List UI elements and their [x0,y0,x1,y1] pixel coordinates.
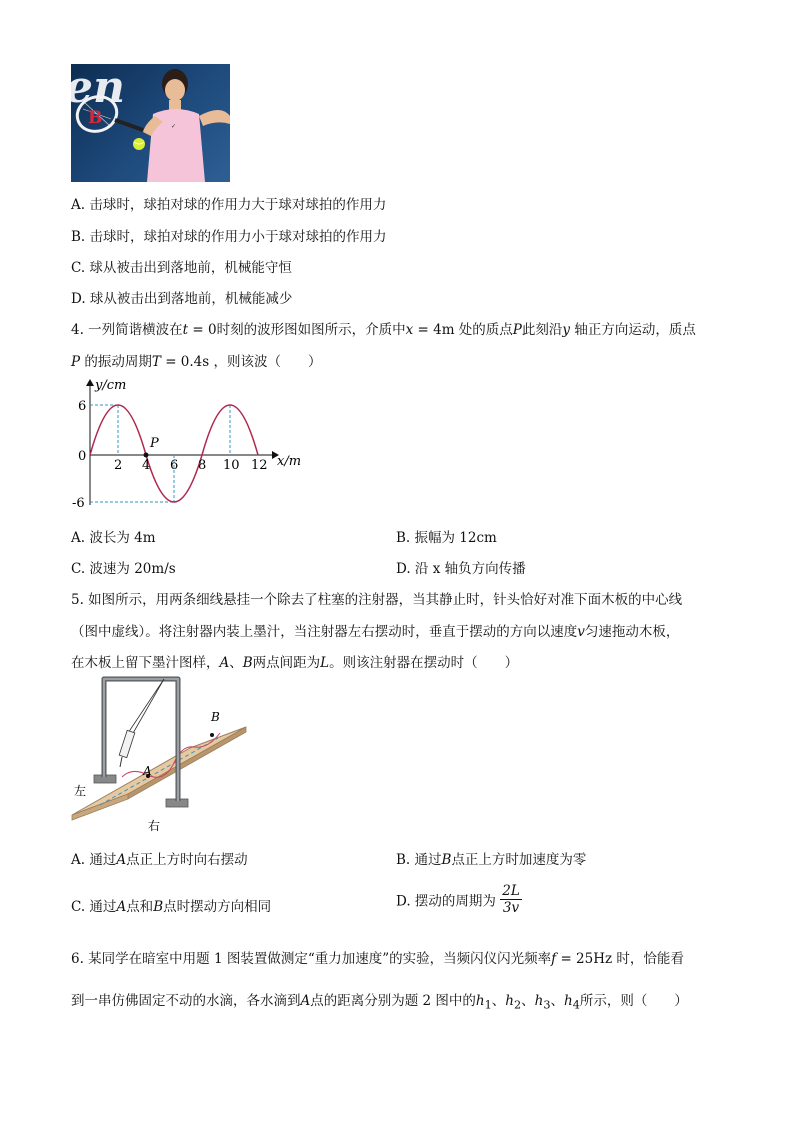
tennis-player-photo [65,62,230,182]
label-a: A [143,764,152,778]
x-tick-12: 12 [251,458,268,473]
q3-option-a: A. 击球时，球拍对球的作用力大于球对球拍的作用力 [71,197,387,213]
q4-option-d: D. 沿 x 轴负方向传播 [396,561,526,577]
label-b: B [211,710,220,724]
q3-option-d: D. 球从被击出到落地前，机械能减少 [71,291,293,307]
syringe-pendulum-figure [70,673,252,833]
x-tick-2: 2 [114,458,123,473]
q4-option-b: B. 振幅为 12cm [396,530,497,546]
point-p [144,453,149,458]
svg-text:✓: ✓ [171,123,177,130]
q5-option-d: D. 摆动的周期为 $\frac{2L}{3v}$ [396,883,520,916]
y-axis-label: y/cm [95,378,127,393]
q5-option-b: B. 通过B点正上方时加速度为零 [396,852,587,868]
wooden-board [72,727,246,815]
q5-option-a: A. 通过A点正上方时向右摆动 [71,852,248,868]
q5-stem-line1: 5. 如图所示，用两条细线悬挂一个除去了柱塞的注射器，当其静止时，针头恰好对准下面木板的中心线 [71,592,683,608]
syringe [119,730,135,757]
y-tick-6: 6 [78,399,87,414]
q5-stem-line3: 在木板上留下墨汁图样，A、B两点间距为L。则该注射器在摆动时（ ） [71,655,519,671]
q6-stem-line2: 到一串仿佛固定不动的水滴，各水滴到A点的距离分别为题 2 图中的$h_1$、$h_2$、$h_3$、$h_4$所示，则（ ） [71,993,688,1012]
point-p-label: P [150,436,159,451]
y-tick-0: 0 [78,449,87,464]
x-tick-8: 8 [198,458,207,473]
wave-graph [64,374,314,514]
point-b [210,733,214,737]
x-tick-6: 6 [170,458,179,473]
q3-option-b: B. 击球时，球拍对球的作用力小于球对球拍的作用力 [71,229,387,245]
q3-option-c: C. 球从被击出到落地前，机械能守恒 [71,260,292,276]
x-axis-label: x/m [277,454,302,469]
x-tick-10: 10 [223,458,240,473]
q4-stem-line2: P 的振动周期T = 0.4s ，则该波（ ） [71,354,322,370]
x-tick-4: 4 [142,458,151,473]
y-tick-neg6: -6 [72,496,85,511]
suspension-string-2 [132,679,164,735]
label-right: 右 [148,819,161,833]
q6-stem-line1: 6. 某同学在暗室中用题 1 图装置做测定“重力加速度”的实验，当频闪仪闪光频率f = 25Hz 时，恰能看 [71,951,684,967]
q4-option-c: C. 波速为 20m/s [71,561,176,577]
q4-stem-line1: 4. 一列简谐横波在t = 0时刻的波形图如图所示，介质中x = 4m 处的质点P此刻沿y 轴正方向运动，质点 [71,322,696,338]
q4-option-a: A. 波长为 4m [71,530,156,546]
suspension-string-1 [128,679,164,733]
tennis-photo-illustration [65,62,230,182]
svg-text:B: B [88,108,103,128]
svg-text:en: en [65,62,125,113]
q5-option-c: C. 通过A点和B点时摆动方向相同 [71,899,272,915]
label-left: 左 [74,784,87,798]
period-fraction: $\frac{2L}{3v}$ [502,883,520,916]
q5-stem-line2: （图中虚线）。将注射器内装上墨汁，当注射器左右摆动时，垂直于摆动的方向以速度v匀速拖动木板， [71,624,680,640]
